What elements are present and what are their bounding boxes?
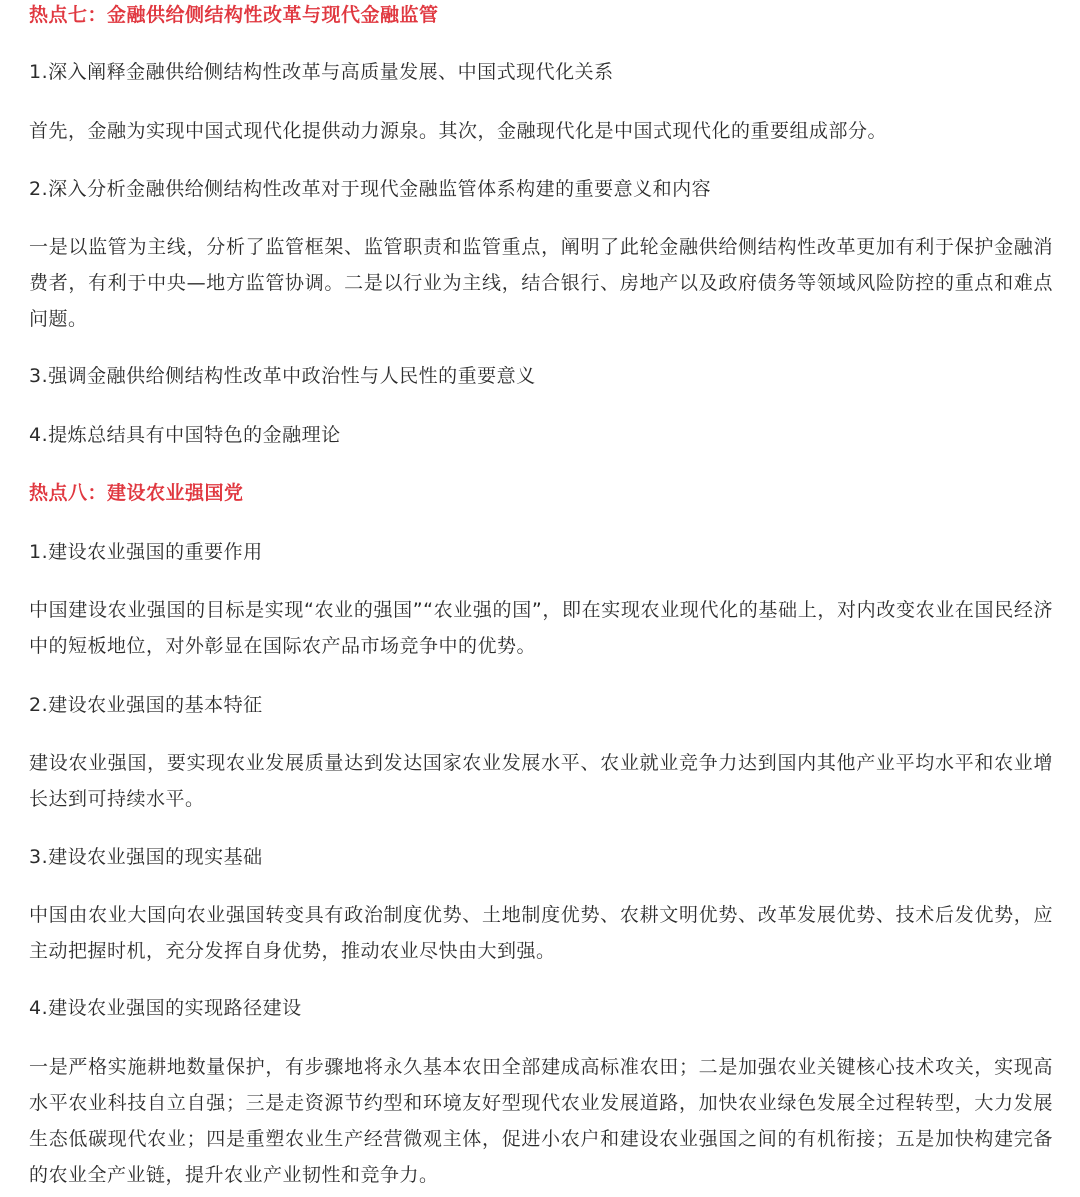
section7-item4-title: 4.提炼总结具有中国特色的金融理论 — [29, 424, 341, 446]
section8-item4-body: 一是严格实施耕地数量保护，有步骤地将永久基本农田全部建成高标准农田；二是加强农业关键核心技术攻关，实现高水平农业科技自立自强；三是走资源节约型和环境友好型现代农业发展道路，加快农业绿色发展全过程转型，大力发展生态低碳现代农业；四是重塑农业生产经营微观主体，促进小农户和建设农业强国之间的有机衔接；五是加快构建完备的农业全产业链，提升农业产业韧性和竞争力。 — [29, 1056, 1053, 1186]
section8-item2-body: 建设农业强国，要实现农业发展质量达到发达国家农业发展水平、农业就业竞争力达到国内其他产业平均水平和农业增长达到可持续水平。 — [29, 752, 1053, 810]
section8-item3-body: 中国由农业大国向农业强国转变具有政治制度优势、土地制度优势、农耕文明优势、改革发展优势、技术后发优势，应主动把握时机，充分发挥自身优势，推动农业尽快由大到强。 — [29, 904, 1053, 962]
section7-item3-title: 3.强调金融供给侧结构性改革中政治性与人民性的重要意义 — [29, 365, 536, 387]
section7-item2-title: 2.深入分析金融供给侧结构性改革对于现代金融监管体系构建的重要意义和内容 — [29, 178, 712, 200]
section7-heading: 热点七：金融供给侧结构性改革与现代金融监管 — [29, 4, 439, 26]
section7-item1-body: 首先，金融为实现中国式现代化提供动力源泉。其次，金融现代化是中国式现代化的重要组成部分。 — [29, 120, 888, 142]
section8-item2-title: 2.建设农业强国的基本特征 — [29, 694, 263, 716]
section8-heading: 热点八：建设农业强国党 — [29, 482, 244, 504]
section8-item3-title: 3.建设农业强国的现实基础 — [29, 846, 263, 868]
section7-item1-title: 1.深入阐释金融供给侧结构性改革与高质量发展、中国式现代化关系 — [29, 61, 614, 83]
section7-item2-body: 一是以监管为主线，分析了监管框架、监管职责和监管重点，阐明了此轮金融供给侧结构性改革更加有利于保护金融消费者，有利于中央—地方监管协调。二是以行业为主线，结合银行、房地产以及政府债务等领域风险防控的重点和难点问题。 — [29, 236, 1053, 330]
section8-item4-title: 4.建设农业强国的实现路径建设 — [29, 997, 302, 1019]
section8-item1-title: 1.建设农业强国的重要作用 — [29, 541, 263, 563]
section8-item1-body: 中国建设农业强国的目标是实现“农业的强国”“农业强的国”，即在实现农业现代化的基础上，对内改变农业在国民经济中的短板地位，对外彰显在国际农产品市场竞争中的优势。 — [29, 599, 1053, 657]
